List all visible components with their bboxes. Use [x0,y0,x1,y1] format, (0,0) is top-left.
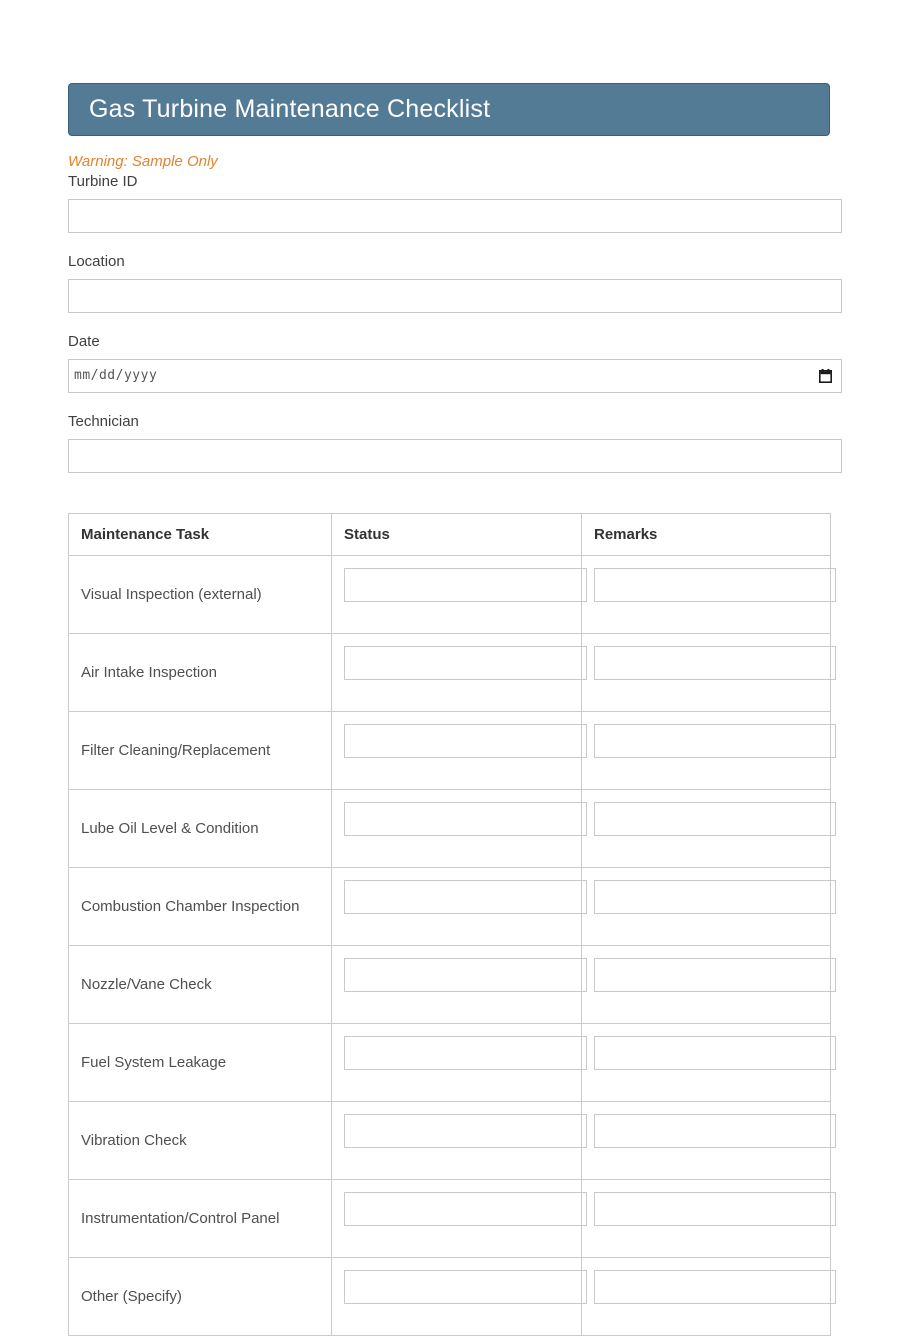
turbine-id-input[interactable] [68,199,842,233]
task-label: Fuel System Leakage [81,1054,227,1071]
form-container [68,0,830,1336]
turbine-id-label: Turbine ID [68,173,138,190]
status-input[interactable] [344,724,587,758]
remarks-input[interactable] [594,1036,836,1070]
remarks-input[interactable] [594,646,836,680]
status-input[interactable] [344,1192,587,1226]
technician-input[interactable] [68,439,842,473]
remarks-input[interactable] [594,958,836,992]
table-row [69,868,831,946]
table-row [69,1024,831,1102]
field-turbine-id [68,173,830,233]
technician-label: Technician [68,413,139,430]
status-input[interactable] [344,802,587,836]
remarks-input[interactable] [594,724,836,758]
remarks-input[interactable] [594,1192,836,1226]
status-input[interactable] [344,646,587,680]
remarks-input[interactable] [594,802,836,836]
table-row [69,712,831,790]
column-header-status: Status [332,514,582,556]
task-label: Nozzle/Vane Check [81,976,212,993]
table-row [69,946,831,1024]
warning-text: Warning: Sample Only [68,153,218,170]
task-label: Lube Oil Level & Condition [81,820,259,837]
task-label: Filter Cleaning/Replacement [81,742,271,759]
task-label: Air Intake Inspection [81,664,217,681]
status-input[interactable] [344,1036,587,1070]
remarks-input[interactable] [594,568,836,602]
date-input[interactable] [68,359,842,393]
form-title-banner [68,83,830,136]
table-row [69,1180,831,1258]
field-technician [68,413,830,473]
task-label: Instrumentation/Control Panel [81,1210,280,1227]
table-row [69,1258,831,1336]
table-row [69,1102,831,1180]
column-header-remarks: Remarks [582,514,831,556]
table-header-row [69,514,831,556]
column-header-task: Maintenance Task [69,514,332,556]
status-input[interactable] [344,1114,587,1148]
status-input[interactable] [344,1270,587,1304]
status-input[interactable] [344,958,587,992]
table-row [69,556,831,634]
field-date [68,333,830,393]
maintenance-table [68,513,831,1336]
task-label: Vibration Check [81,1132,187,1149]
remarks-input[interactable] [594,880,836,914]
task-label: Combustion Chamber Inspection [81,898,300,915]
page-title: Gas Turbine Maintenance Checklist [89,95,491,123]
remarks-input[interactable] [594,1270,836,1304]
task-label: Other (Specify) [81,1288,182,1305]
form-fields [68,173,830,473]
location-label: Location [68,253,125,270]
remarks-input[interactable] [594,1114,836,1148]
date-placeholder: mm/dd/yyyy [74,368,158,383]
calendar-icon[interactable] [819,369,832,383]
table-row [69,634,831,712]
table-row [69,790,831,868]
field-location [68,253,830,313]
date-label: Date [68,333,100,350]
task-label: Visual Inspection (external) [81,586,262,603]
location-input[interactable] [68,279,842,313]
status-input[interactable] [344,880,587,914]
status-input[interactable] [344,568,587,602]
